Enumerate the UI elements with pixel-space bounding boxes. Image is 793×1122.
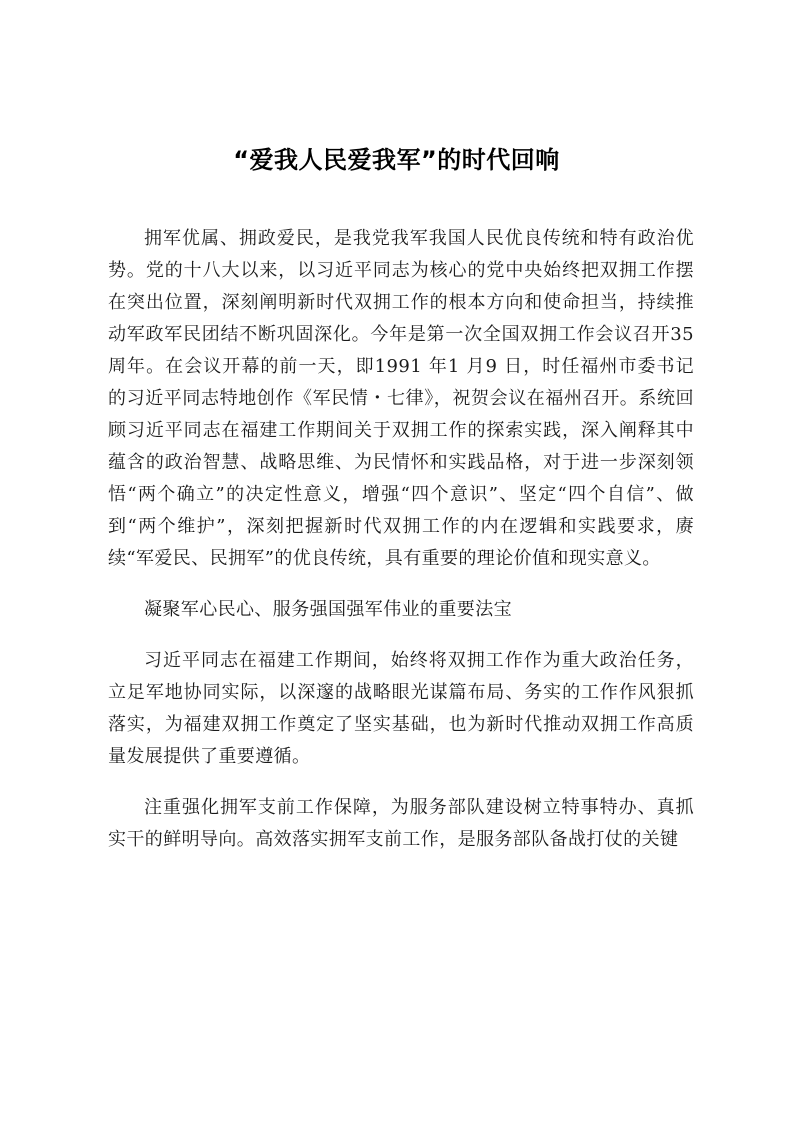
document-body — [108, 223, 694, 875]
paragraph-fujian-work: 习近平同志在福建工作期间，始终将双拥工作作为重大政治任务，立足军地协同实际，以深邃的战略眼光谋篇布局、务实的工作作风狠抓落实，为福建双拥工作奠定了坚实基础，也为新时代推动双拥工作高质量发展提供了重要遵循。 — [108, 650, 694, 767]
paragraph-intro: 拥军优属、拥政爱民，是我党我军我国人民优良传统和特有政治优势。党的十八大以来，以习近平同志为核心的党中央始终把双拥工作摆在突出位置，深刻阐明新时代双拥工作的根本方向和使命担当，持续推动军政军民团结不断巩固深化。今年是第一次全国双拥工作会议召开35周年。在会议开幕的前一天，即1991 年1 月9 日，时任福州市委书记的习近平同志特地创作《军民情・七律》，祝贺会议在福州召开。系统回顾习近平同志在福建工作期间关于双拥工作的探索实践，深入阐释其中蕴含的政治智慧、战略思维、为民情怀和实践品格，对于进一步深刻领悟“两个确立”的决定性意义，增强“四个意识”、坚定“四个自信”、做到“两个维护”，深刻把握新时代双拥工作的内在逻辑和实践要求，赓续“军爱民、民拥军”的优良传统，具有重要的理论价值和现实意义。 — [108, 228, 694, 569]
section-heading: 凝聚军心民心、服务强国强军伟业的重要法宝 — [144, 599, 512, 620]
paragraph-support-army: 注重强化拥军支前工作保障，为服务部队建设树立特事特办、真抓实干的鲜明导向。高效落实拥军支前工作，是服务部队备战打仗的关键 — [108, 797, 694, 850]
document-title: “爱我人民爱我军”的时代回响 — [233, 146, 560, 174]
